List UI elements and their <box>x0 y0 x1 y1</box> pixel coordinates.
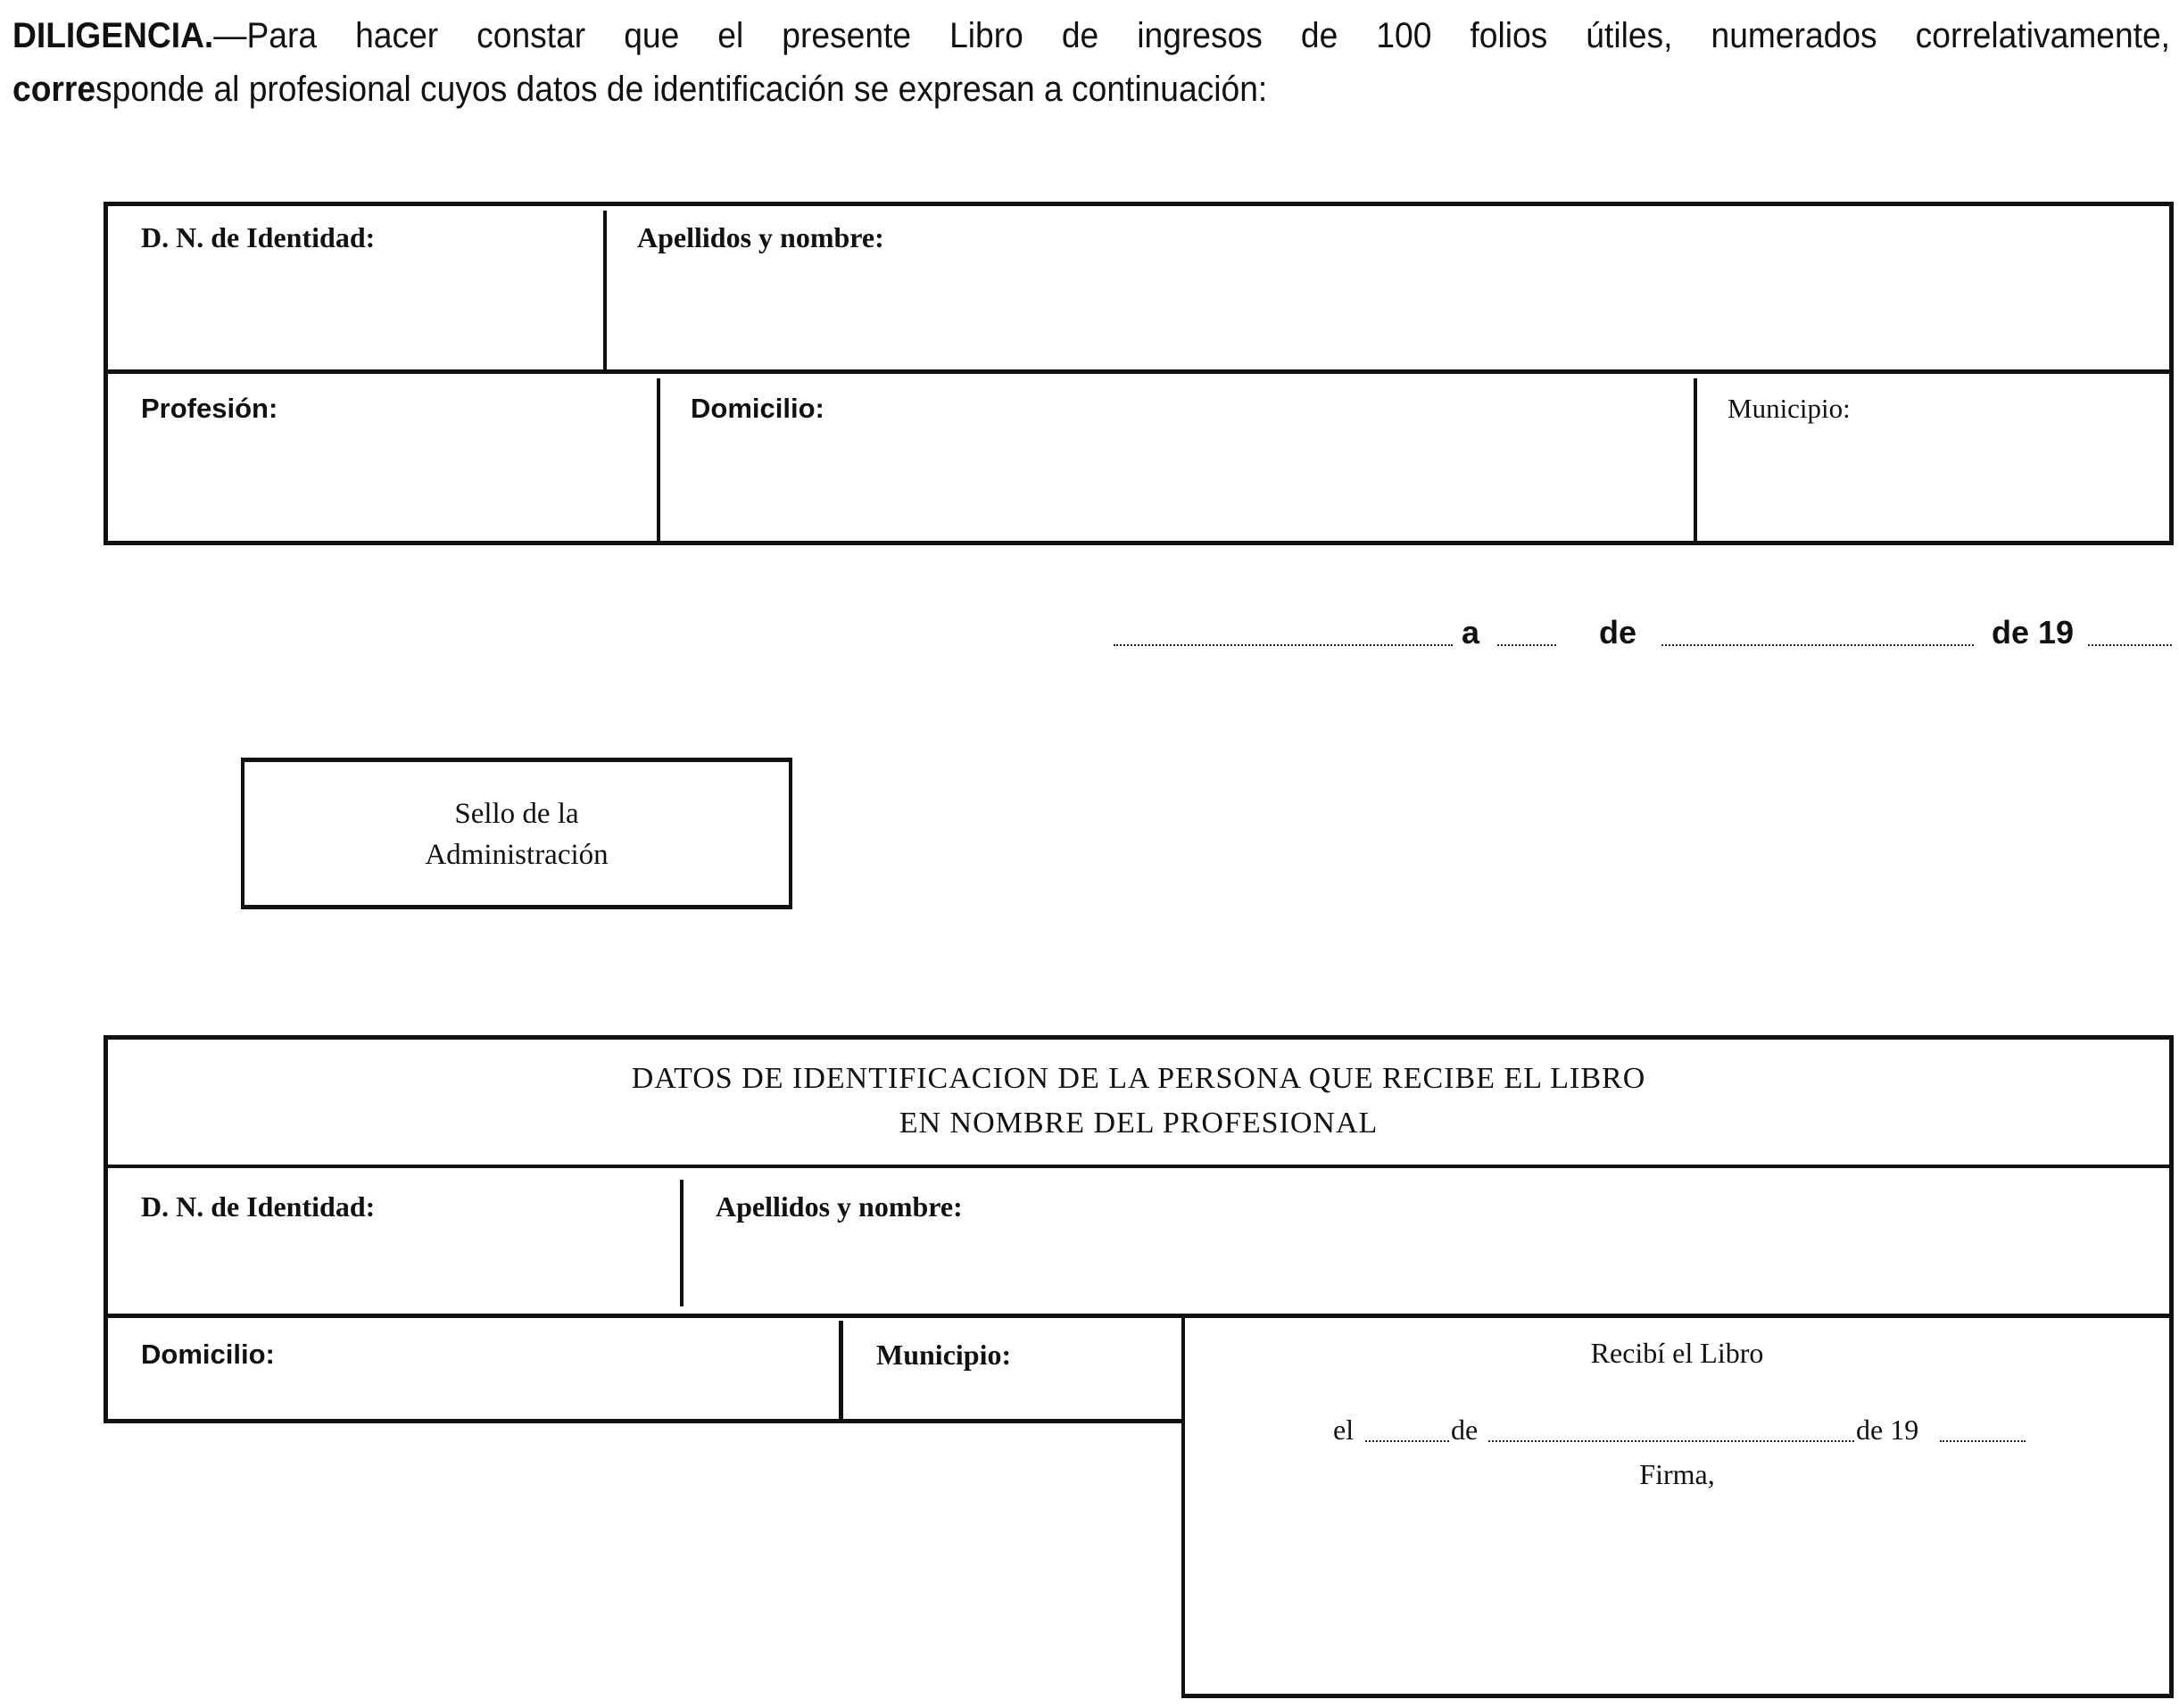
sello-right-border <box>789 758 792 909</box>
box1-bottom-border <box>104 541 2174 545</box>
box2-de-19: de 19 <box>1856 1414 1919 1446</box>
intro-lead: DILIGENCIA. <box>12 16 214 55</box>
box2-domicilio-label: Domicilio: <box>141 1339 275 1370</box>
box2-title-line-1: DATOS DE IDENTIFICACION DE LA PERSONA QUE RECIBE EL LIBRO <box>631 1062 1646 1095</box>
box1-municipio-label: Municipio: <box>1727 393 1851 424</box>
box1-divider-profesion <box>657 378 660 541</box>
sello-line-2: Administración <box>425 839 609 871</box>
box2-year-blank <box>1940 1440 2026 1442</box>
box2-title-line-2: EN NOMBRE DEL PROFESIONAL <box>899 1107 1379 1140</box>
box1-apellidos-label: Apellidos y nombre: <box>637 221 884 253</box>
box2-municipio-label: Municipio: <box>876 1339 1012 1371</box>
intro-line-1-text: —Para hacer constar que el presente Libro de ingresos de 100 folios útiles, numerados correlativamente, <box>213 16 2170 55</box>
date-a: a <box>1462 614 1480 651</box>
box2-divider-domicilio <box>839 1321 843 1422</box>
date-year-blank <box>2088 644 2172 646</box>
intro-line-2-bold: corre <box>12 70 96 109</box>
box1-middle-border <box>104 369 2174 374</box>
intro-line-2-text: sponde al profesional cuyos datos de identificación se expresan a continuación: <box>95 70 1268 109</box>
date-de-19: de 19 <box>1992 614 2075 651</box>
box2-divider-dni <box>680 1180 684 1306</box>
box2-lower-left-border <box>104 1419 1181 1423</box>
box2-day-blank <box>1365 1440 1449 1442</box>
box2-el: el <box>1333 1414 1355 1446</box>
box1-divider-dni <box>603 211 607 369</box>
box2-month-blank <box>1488 1440 1854 1442</box>
sello-bottom-border <box>241 905 792 909</box>
date-month-blank <box>1661 644 1974 646</box>
sello-top-border <box>241 758 792 762</box>
box2-title-border <box>104 1165 2174 1168</box>
box1-profesion-label: Profesión: <box>141 393 278 424</box>
box1-left-border <box>104 202 108 545</box>
box2-recibi-label: Recibí el Libro <box>1590 1337 1764 1369</box>
box2-right-border <box>2169 1035 2174 1698</box>
box2-de: de <box>1451 1414 1479 1446</box>
box1-divider-domicilio <box>1694 378 1697 541</box>
box1-right-border <box>2169 202 2174 545</box>
box1-domicilio-label: Domicilio: <box>691 393 824 424</box>
box2-apellidos-label: Apellidos y nombre: <box>716 1190 963 1223</box>
sello-line-1: Sello de la <box>454 798 579 830</box>
box2-top-border <box>104 1035 2174 1040</box>
intro-line-2 <box>12 62 2021 116</box>
box1-top-border <box>104 202 2174 206</box>
date-place-blank <box>1114 644 1453 646</box>
box2-divider-municipio <box>1181 1318 1185 1698</box>
intro-paragraph <box>12 9 2170 116</box>
intro-line-1 <box>12 9 2170 62</box>
box2-middle-border <box>104 1314 2174 1318</box>
box2-dni-label: D. N. de Identidad: <box>141 1190 376 1223</box>
date-day-blank <box>1497 644 1556 646</box>
sello-left-border <box>241 758 244 909</box>
box2-bottom-border <box>1183 1694 2174 1698</box>
date-de-1: de <box>1599 614 1637 651</box>
box1-dni-label: D. N. de Identidad: <box>141 221 376 253</box>
box2-firma: Firma, <box>1639 1458 1715 1490</box>
